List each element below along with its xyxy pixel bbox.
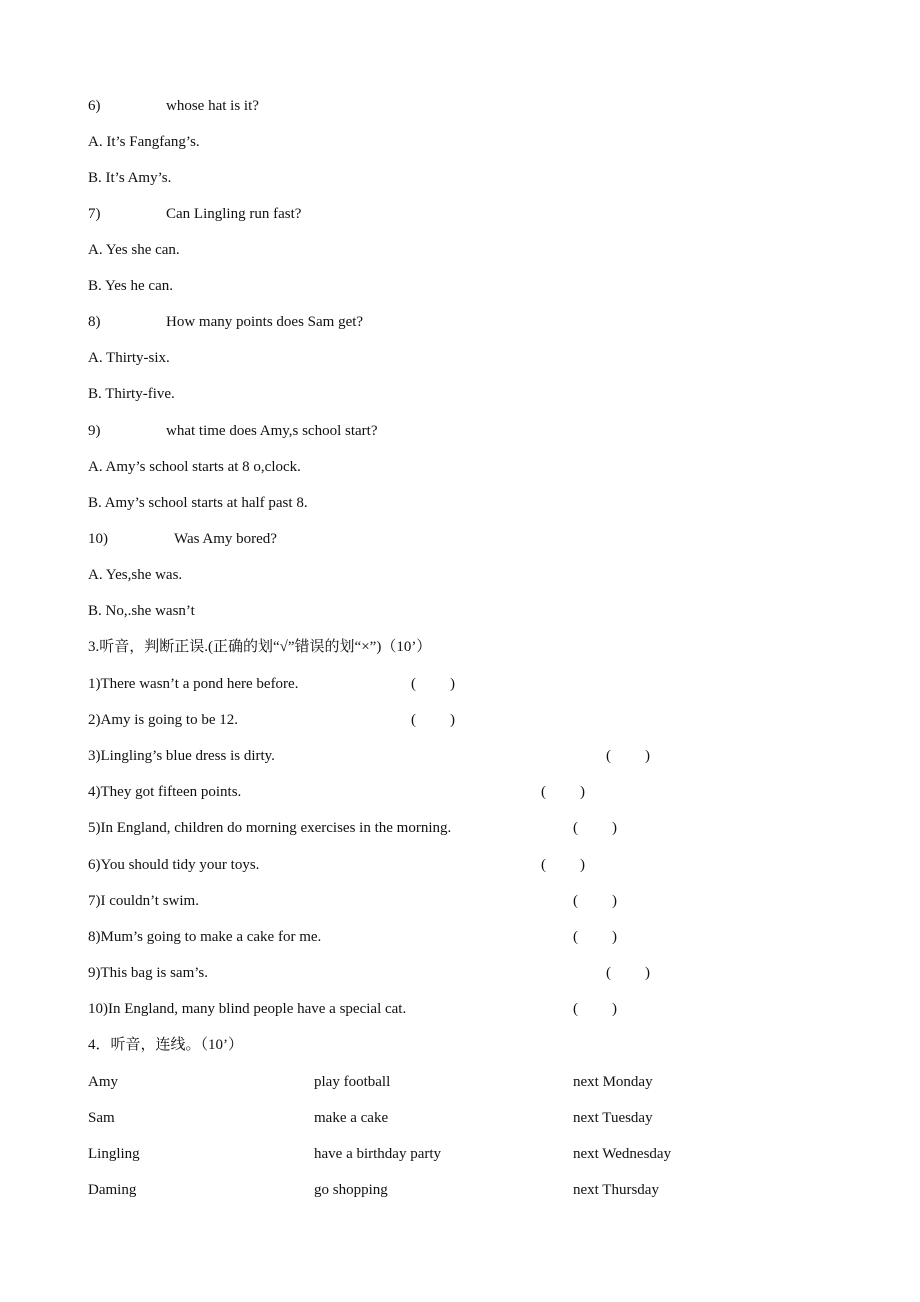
answer-blank-7[interactable] xyxy=(573,891,617,911)
true-false-item-7: 7)I couldn’t swim. xyxy=(88,893,199,909)
activity-play-football[interactable]: play football xyxy=(314,1074,391,1090)
question-number: 10) xyxy=(88,531,108,547)
activity-go-shopping[interactable]: go shopping xyxy=(314,1182,388,1198)
answer-blank-9[interactable] xyxy=(606,963,650,983)
true-false-item-8: 8)Mum’s going to make a cake for me. xyxy=(88,929,322,945)
name-amy[interactable]: Amy xyxy=(88,1074,118,1090)
question-text: what time does Amy,s school start? xyxy=(166,423,378,439)
activity-make-a-cake[interactable]: make a cake xyxy=(314,1110,389,1126)
question-number: 9) xyxy=(88,423,101,439)
paren-open: ( xyxy=(606,965,611,981)
true-false-item-2: 2)Amy is going to be 12. xyxy=(88,712,238,728)
question-7-option-a: A. Yes she can. xyxy=(88,242,180,258)
paren-close: ) xyxy=(580,857,585,873)
true-false-item-9: 9)This bag is sam’s. xyxy=(88,965,208,981)
paren-close: ) xyxy=(580,784,585,800)
paren-close: ) xyxy=(450,676,455,692)
question-8-option-b: B. Thirty-five. xyxy=(88,386,175,402)
question-text: How many points does Sam get? xyxy=(166,314,364,330)
question-text: Can Lingling run fast? xyxy=(166,206,302,222)
day-next-monday[interactable]: next Monday xyxy=(573,1074,653,1090)
paren-close: ) xyxy=(450,712,455,728)
question-10-option-a: A. Yes,she was. xyxy=(88,567,183,583)
section-4-heading: 4．听音，连线。（10’） xyxy=(88,1037,243,1053)
name-daming[interactable]: Daming xyxy=(88,1182,137,1198)
paren-open: ( xyxy=(606,748,611,764)
question-8-option-a: A. Thirty-six. xyxy=(88,350,170,366)
true-false-item-1: 1)There wasn’t a pond here before. xyxy=(88,676,299,692)
name-lingling[interactable]: Lingling xyxy=(88,1146,140,1162)
question-number: 6) xyxy=(88,98,101,114)
question-text: Was Amy bored? xyxy=(174,531,277,547)
paren-open: ( xyxy=(573,820,578,836)
paren-close: ) xyxy=(612,929,617,945)
paren-open: ( xyxy=(573,929,578,945)
true-false-item-5: 5)In England, children do morning exercises in the morning. xyxy=(88,820,452,836)
answer-blank-10[interactable] xyxy=(573,999,617,1019)
question-6-option-a: A. It’s Fangfang’s. xyxy=(88,134,200,150)
paren-open: ( xyxy=(411,676,416,692)
paren-close: ) xyxy=(645,965,650,981)
question-9 xyxy=(88,421,378,441)
day-next-thursday[interactable]: next Thursday xyxy=(573,1182,659,1198)
paren-open: ( xyxy=(541,784,546,800)
question-9-option-b: B. Amy’s school starts at half past 8. xyxy=(88,495,308,511)
true-false-item-6: 6)You should tidy your toys. xyxy=(88,857,260,873)
paren-open: ( xyxy=(573,1001,578,1017)
true-false-item-3: 3)Lingling’s blue dress is dirty. xyxy=(88,748,275,764)
paren-open: ( xyxy=(411,712,416,728)
paren-close: ) xyxy=(612,893,617,909)
paren-close: ) xyxy=(612,820,617,836)
question-9-option-a: A. Amy’s school starts at 8 o,clock. xyxy=(88,459,301,475)
paren-open: ( xyxy=(541,857,546,873)
true-false-item-10: 10)In England, many blind people have a special cat. xyxy=(88,1001,407,1017)
true-false-item-4: 4)They got fifteen points. xyxy=(88,784,242,800)
section-3-heading: 3.听音，判断正误.(正确的划“√”错误的划“×”)（10’） xyxy=(88,639,432,655)
day-next-wednesday[interactable]: next Wednesday xyxy=(573,1146,672,1162)
question-6 xyxy=(88,96,259,116)
question-6-option-b: B. It’s Amy’s. xyxy=(88,170,172,186)
question-10-option-b: B. No,.she wasn’t xyxy=(88,603,195,619)
answer-blank-3[interactable] xyxy=(606,746,650,766)
paren-open: ( xyxy=(573,893,578,909)
question-number: 8) xyxy=(88,314,101,330)
activity-birthday-party[interactable]: have a birthday party xyxy=(314,1146,442,1162)
question-number: 7) xyxy=(88,206,101,222)
answer-blank-8[interactable] xyxy=(573,927,617,947)
day-next-tuesday[interactable]: next Tuesday xyxy=(573,1110,653,1126)
name-sam[interactable]: Sam xyxy=(88,1110,115,1126)
answer-blank-1[interactable] xyxy=(411,674,455,694)
paren-close: ) xyxy=(612,1001,617,1017)
question-text: whose hat is it? xyxy=(166,98,259,114)
answer-blank-4[interactable] xyxy=(541,782,585,802)
question-7-option-b: B. Yes he can. xyxy=(88,278,173,294)
answer-blank-5[interactable] xyxy=(573,818,617,838)
answer-blank-2[interactable] xyxy=(411,710,455,730)
paren-close: ) xyxy=(645,748,650,764)
answer-blank-6[interactable] xyxy=(541,855,585,875)
question-10 xyxy=(88,529,277,549)
question-7 xyxy=(88,204,302,224)
question-8 xyxy=(88,312,364,332)
